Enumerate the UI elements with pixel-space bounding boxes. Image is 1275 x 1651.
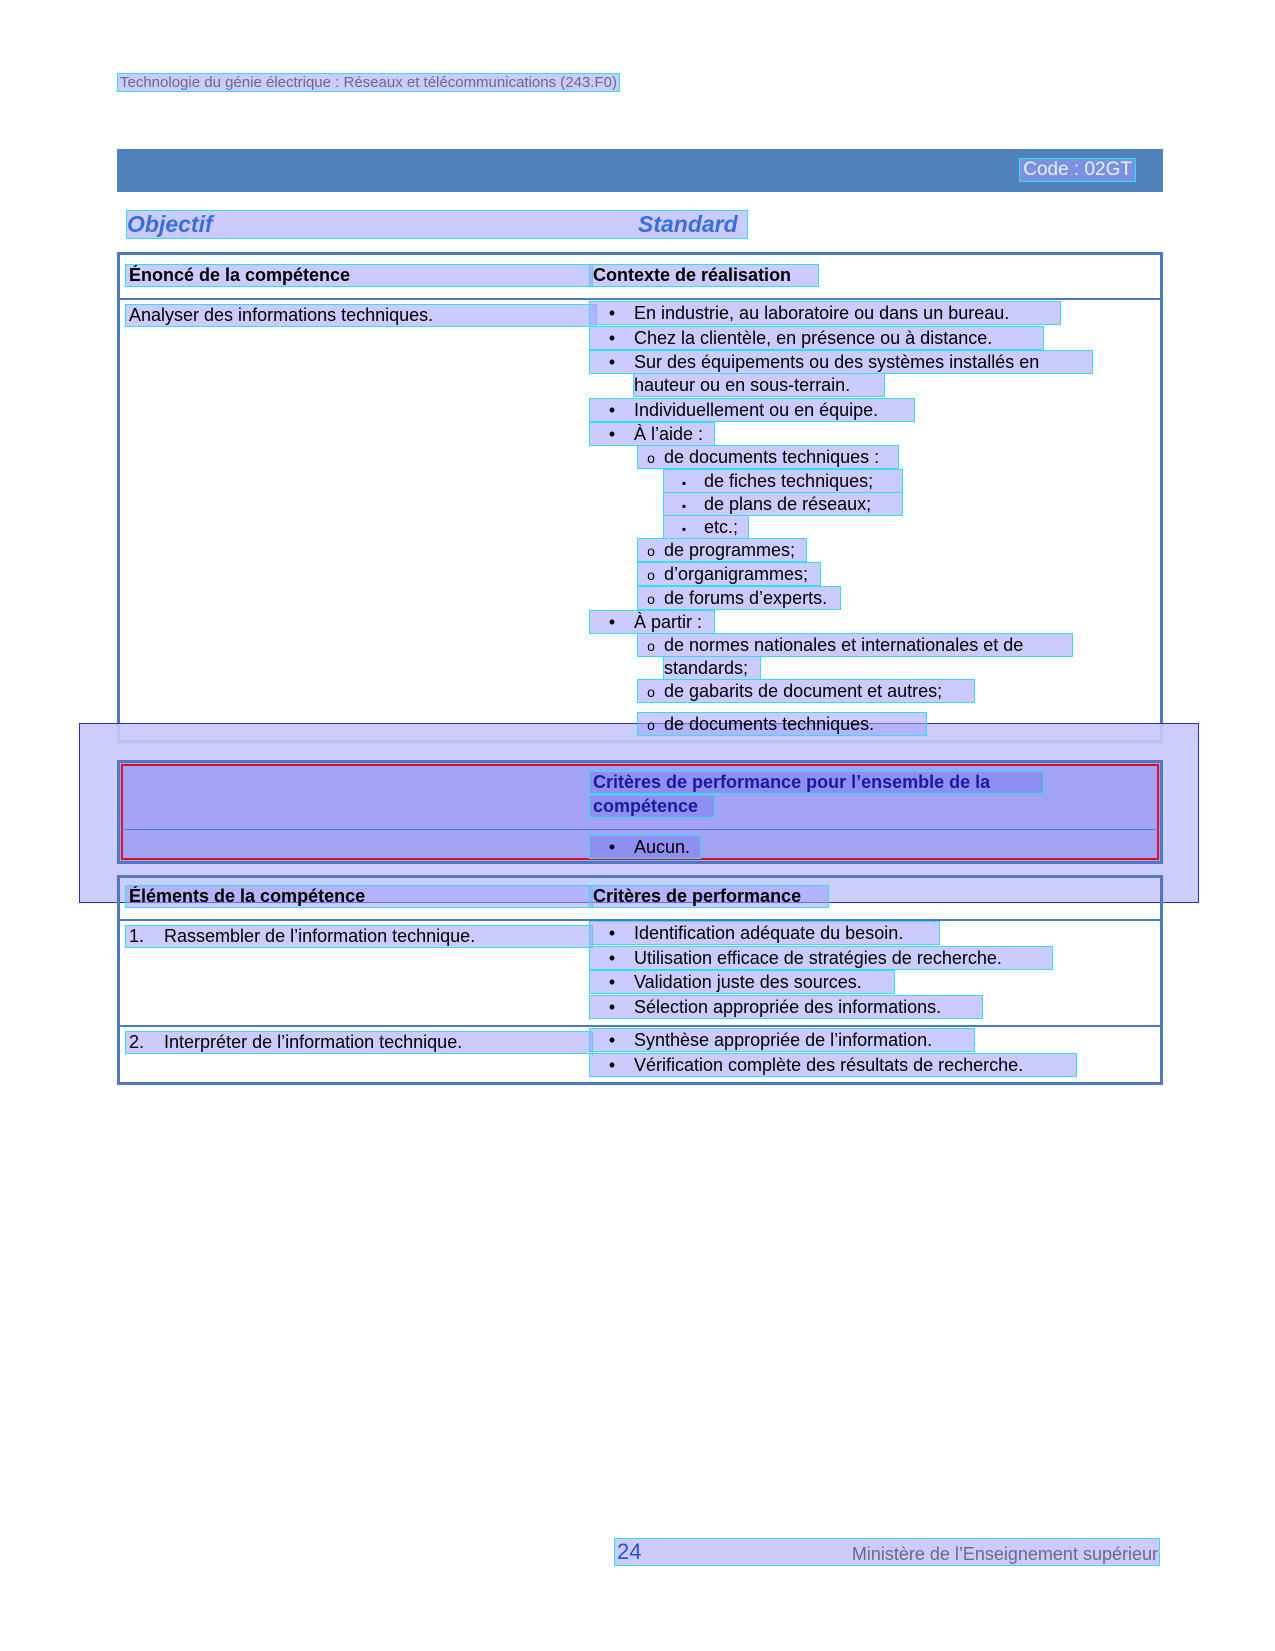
list-item: • À partir : [590, 611, 714, 633]
list-item: • Individuellement ou en équipe. [590, 399, 914, 421]
element-row-1: 1. Rassembler de l’information technique. [126, 926, 592, 947]
criteria-ensemble-header-2: compétence [590, 796, 714, 817]
section-titles [127, 211, 747, 238]
criteria-ensemble-header: Critères de performance pour l’ensemble de la [590, 772, 1043, 793]
course-code: Code : 02GT [1020, 159, 1135, 181]
list-item-sub: o de normes nationales et internationales et de [638, 634, 1072, 656]
list-item-sub: o de documents techniques. [638, 713, 926, 735]
list-item-sub: o de programmes; [638, 539, 806, 561]
list-item: • Synthèse appropriée de l’information. [590, 1029, 974, 1051]
code-banner [117, 149, 1163, 192]
ministry-name: Ministère de l’Enseignement supérieur [851, 1544, 1158, 1564]
list-item: • Sur des équipements ou des systèmes installés en [590, 351, 1092, 373]
objectif-title: Objectif [127, 211, 213, 237]
list-item: • À l’aide : [590, 423, 714, 445]
list-item-cont: hauteur ou en sous-terrain. [634, 374, 884, 396]
list-item: • Sélection appropriée des informations. [590, 996, 982, 1018]
list-item: • Vérification complète des résultats de recherche. [590, 1054, 1076, 1076]
table-divider [120, 1025, 1160, 1027]
elements-header: Éléments de la compétence [126, 886, 592, 907]
criteria-header: Critères de performance [590, 886, 828, 907]
list-item: • Utilisation efficace de stratégies de recherche. [590, 947, 1052, 969]
element-row-2: 2. Interpréter de l’information technique. [126, 1032, 592, 1053]
list-item-sub: o de gabarits de document et autres; [638, 680, 974, 702]
list-item: • Identification adéquate du besoin. [590, 922, 939, 944]
table-divider [120, 298, 1160, 300]
list-item-cont: standards; [664, 657, 760, 679]
list-item: • En industrie, au laboratoire ou dans un bureau. [590, 302, 1060, 324]
list-item-subsub: ▪ de plans de réseaux; [664, 493, 902, 515]
list-item: • Chez la clientèle, en présence ou à distance. [590, 327, 1043, 349]
list-item: • Validation juste des sources. [590, 971, 894, 993]
program-title: Technologie du génie électrique : Réseaux et télécommunications (243.F0) [120, 74, 617, 91]
contexte-header: Contexte de réalisation [590, 265, 818, 286]
table-divider [121, 829, 1159, 830]
standard-title: Standard [638, 211, 738, 237]
table-divider [120, 919, 1160, 921]
enonce-header: Énoncé de la compétence [126, 265, 592, 286]
list-item-sub: o de documents techniques : [638, 446, 898, 468]
list-item-subsub: ▪ de fiches techniques; [664, 470, 902, 492]
criteria-ensemble-item: • Aucun. [590, 836, 700, 858]
competence-statement: Analyser des informations techniques. [126, 305, 596, 326]
page-number: 24 [617, 1539, 642, 1564]
list-item-subsub: ▪ etc.; [664, 516, 748, 538]
list-item-sub: o de forums d’experts. [638, 587, 840, 609]
list-item-sub: o d’organigrammes; [638, 563, 820, 585]
